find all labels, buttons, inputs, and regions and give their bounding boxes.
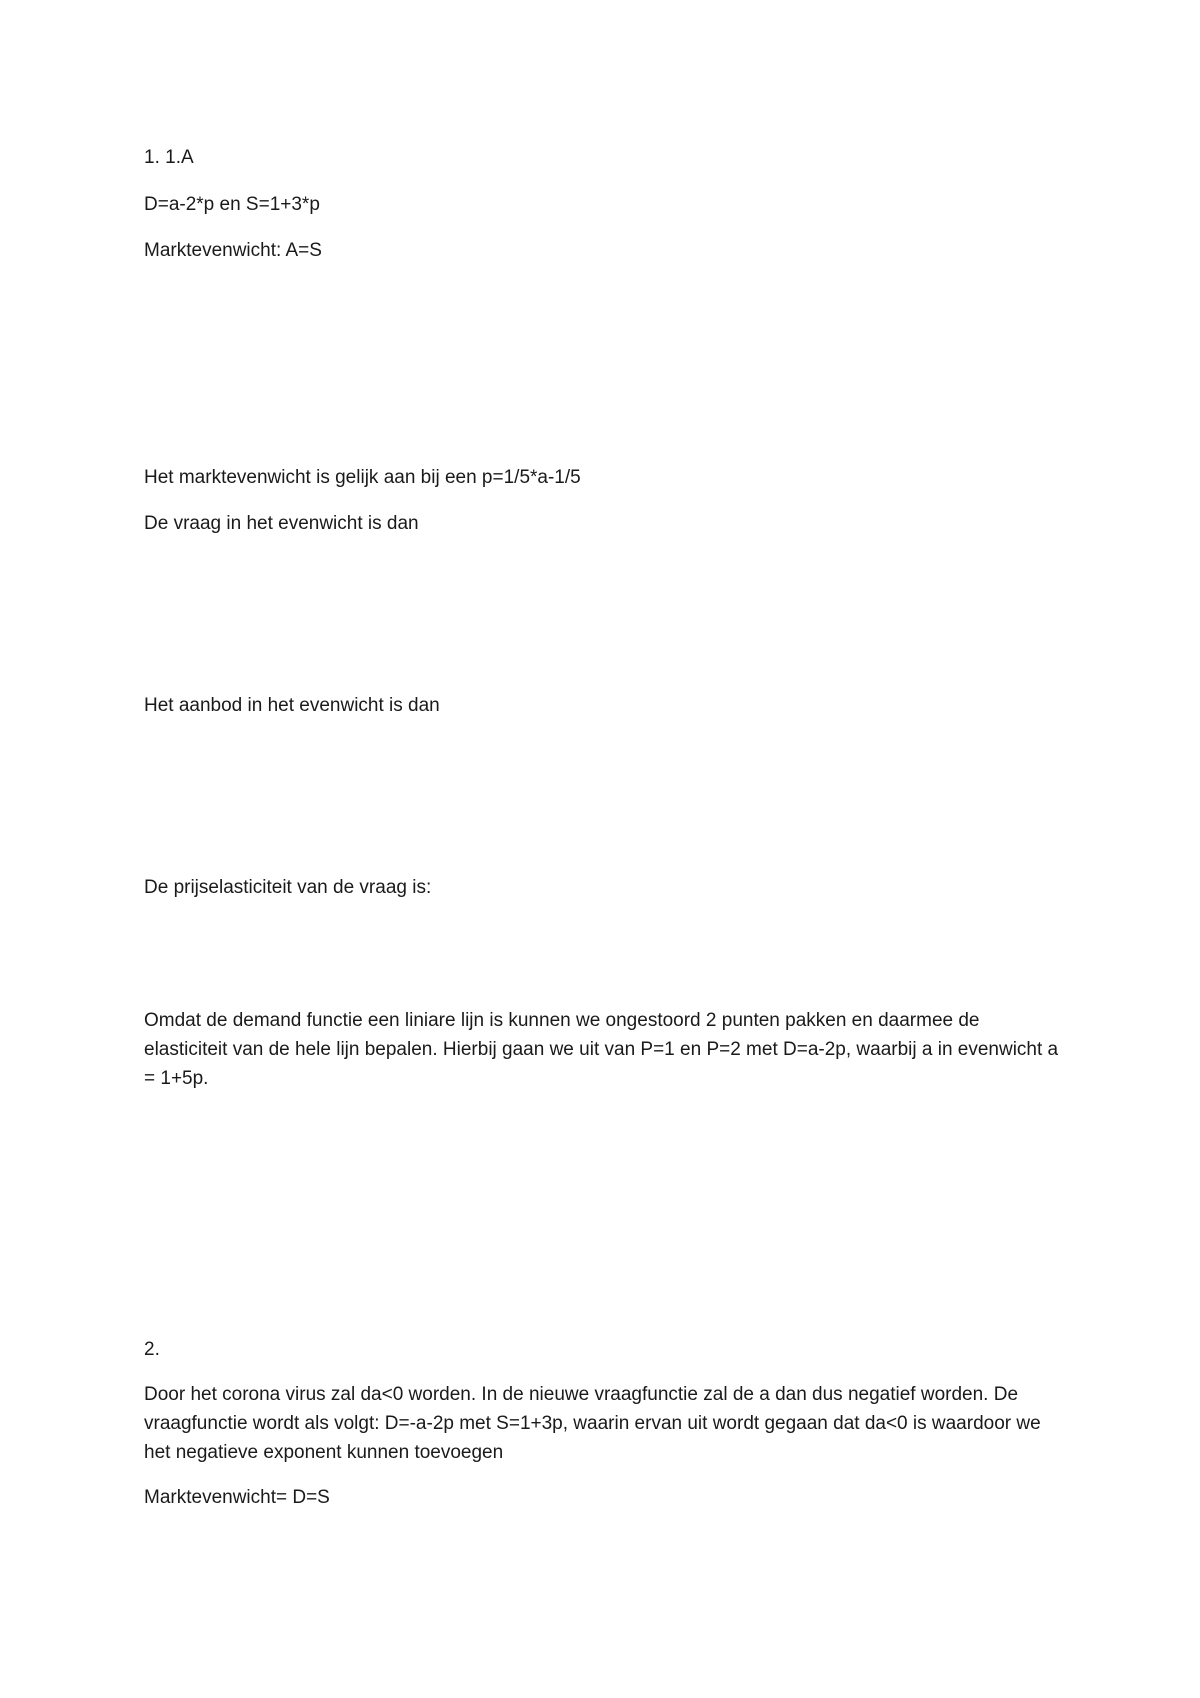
corona-paragraph: Door het corona virus zal da<0 worden. In de nieuwe vraagfunctie zal de a dan dus negatief worden. De vraagfunctie wordt als volgt: D=-a-2p met S=1+3p, waarin ervan uit wordt gegaan dat da<0 is waardoor we het negatieve exponent kunnen toevoegen	[144, 1384, 1041, 1463]
equilibrium-price-line: Het marktevenwicht is gelijk aan bij een p=1/5*a-1/5	[144, 467, 581, 488]
section-heading-2: 2.	[144, 1339, 160, 1360]
functions-line: D=a-2*p en S=1+3*p	[144, 194, 320, 215]
equilibrium-supply-line: Het aanbod in het evenwicht is dan	[144, 695, 440, 716]
equilibrium-demand-line: De vraag in het evenwicht is dan	[144, 513, 419, 534]
market-equilibrium-line: Marktevenwicht: A=S	[144, 240, 322, 261]
section-heading-1a: 1. 1.A	[144, 147, 194, 168]
elasticity-paragraph: Omdat de demand functie een liniare lijn is kunnen we ongestoord 2 punten pakken en daarmee de elasticiteit van de hele lijn bepalen. Hierbij gaan we uit van P=1 en P=2 met D=a-2p, waarbij a in evenwicht a = 1+5p.	[144, 1010, 1059, 1089]
price-elasticity-line: De prijselasticiteit van de vraag is:	[144, 877, 432, 898]
market-equilibrium-line-2: Marktevenwicht= D=S	[144, 1487, 330, 1508]
